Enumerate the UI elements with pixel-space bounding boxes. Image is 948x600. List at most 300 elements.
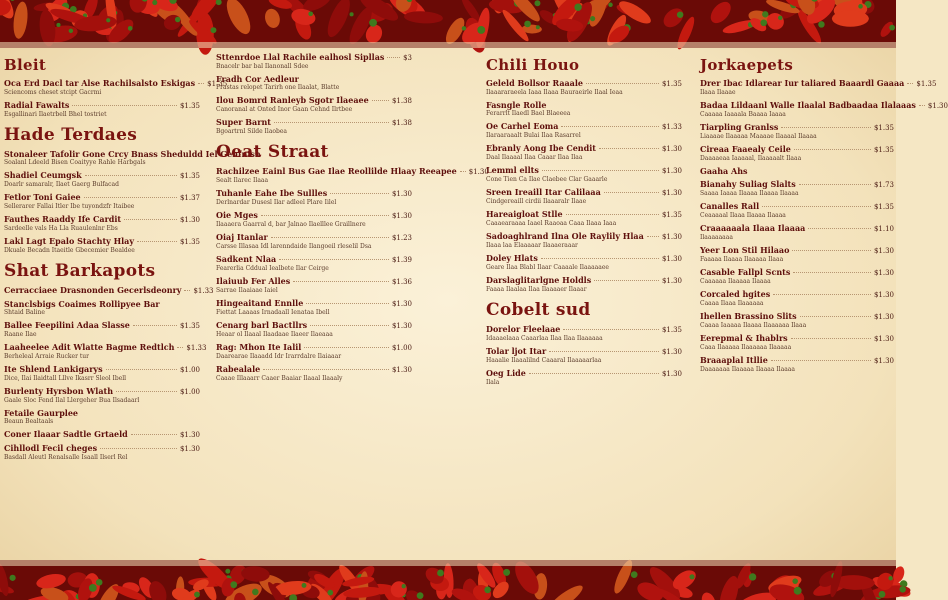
chili-stem-icon [128, 26, 133, 31]
menu-item-price: $1.73 [873, 181, 894, 189]
menu-item-description: Shtaid Baline [4, 309, 45, 316]
dot-leader [106, 369, 177, 370]
menu-item-name: Lemml ellts [486, 165, 539, 175]
menu-item-name: Sreen Ireaill Itar Calilaaa [486, 187, 601, 197]
dot-leader [529, 373, 659, 374]
menu-item [486, 187, 682, 206]
chili-stem-icon [818, 21, 824, 27]
chili-stem-icon [152, 0, 157, 5]
menu-item-description: Ilala [486, 379, 500, 386]
section-title: Bleit [4, 56, 47, 74]
menu-item [216, 117, 412, 136]
menu-item [700, 311, 894, 330]
dot-leader [271, 237, 389, 238]
menu-item [4, 364, 200, 383]
menu-item-name: Shadiel Ceumgsk [4, 170, 82, 180]
menu-item [700, 144, 894, 163]
menu-item-description: Bgoartrnl Silde Ilaobea [216, 128, 287, 135]
chili-stem-icon [96, 579, 103, 586]
section-title: Cobelt sud [486, 300, 591, 320]
menu-item [216, 254, 412, 273]
chili-stem-icon [308, 11, 313, 16]
chili-stem-icon [484, 587, 491, 594]
menu-item-name: Tiarpling Granlss [700, 122, 779, 132]
menu-item [216, 74, 412, 92]
menu-item [700, 78, 937, 97]
menu-item-price: $1.35 [661, 326, 682, 334]
menu-item-price: $1.00 [179, 388, 200, 396]
menu-item [700, 122, 894, 141]
menu-item [700, 245, 894, 264]
menu-item-name: Geleld Bollsor Raaale [486, 78, 583, 88]
dot-leader [100, 448, 177, 449]
dot-leader [647, 236, 659, 237]
dot-leader [261, 215, 389, 216]
menu-item [486, 346, 682, 365]
menu-item [216, 188, 412, 207]
menu-item-description: Faaaaa Ilaaaa Ilaaaaa Ilaaa [700, 256, 784, 263]
menu-item-description: Sciencoms cheset stcipt Gacrmi [4, 89, 102, 96]
menu-item-name: Ihellen Brassino Slits [700, 311, 797, 321]
chili-stem-icon [56, 23, 60, 27]
menu-item-description: Derlnardar Dusesl Ilar adleel Plare Iilel [216, 199, 337, 206]
menu-item-price: $1.00 [391, 344, 412, 352]
menu-item-price: $1.35 [179, 102, 200, 110]
chili-stem-icon [631, 571, 638, 578]
menu-item-name: Casable Fallpl Scnts [700, 267, 791, 277]
menu-item-price: $1.35 [873, 124, 894, 132]
dot-leader [799, 184, 871, 185]
menu-item-name: Darslaglitarlgne Holdls [486, 275, 592, 285]
menu-item-name: Doley Hlats [486, 253, 538, 263]
dot-leader [566, 214, 659, 215]
chili-stem-icon [211, 27, 217, 33]
dot-leader [794, 149, 871, 150]
menu-item [4, 342, 207, 361]
menu-item-name: Burlenty Hyrsbon Wlath [4, 386, 114, 396]
menu-item-description: Caaaearaaaa Iaael Raaoaa Caaa Ilaaa Iaaa [486, 220, 617, 227]
chili-peppers-bottom [0, 560, 896, 600]
menu-item-description: Daal Ilaaaal Ilaa Caaar Ilaa Ilaa [486, 154, 583, 161]
menu-item [486, 275, 682, 294]
menu-item [486, 231, 682, 250]
menu-item-name: Ballee Feepilini Adaa Slasse [4, 320, 130, 330]
dot-leader [131, 434, 177, 435]
menu-item [486, 143, 682, 162]
menu-item-price: $1.35 [873, 203, 894, 211]
chili-stem-icon [524, 21, 531, 28]
menu-item-description: Ilaraaraaalt Bulai Ilaa Rasarrel [486, 132, 581, 139]
dot-leader [561, 126, 659, 127]
dot-leader [330, 193, 389, 194]
chili-stem-icon [749, 573, 756, 580]
menu-column-3 [486, 52, 682, 390]
chili-stem-icon [437, 570, 444, 577]
dot-leader [792, 250, 871, 251]
menu-column-4 [700, 52, 948, 377]
menu-item-name: Hareaigloat Stlle [486, 209, 563, 219]
menu-item-price: $1.35 [661, 211, 682, 219]
menu-item-name: Oiaj Itanlar [216, 232, 268, 242]
dot-leader [72, 105, 177, 106]
menu-item-description: Raane Ilae [4, 331, 37, 338]
menu-item-name: Super Barnt [216, 117, 271, 127]
menu-item [700, 289, 894, 308]
menu-item [486, 209, 682, 228]
menu-item-name: Sadkent Nlaa [216, 254, 277, 264]
menu-item [4, 192, 200, 211]
menu-item-description: Caaaaaa Ilaaaaa Ilaaaa [700, 278, 771, 285]
section-title: Chili Houo [486, 56, 580, 74]
menu-item-name: Oca Erd Dacl tar Alse Rachilsalsto Eskigas [4, 78, 196, 88]
menu-item-name: Braaaplal Itllie [700, 355, 768, 365]
dot-leader [133, 325, 177, 326]
menu-item-description: Sellerarer Fallai Itler Ibe tuyondzfr Itaibee [4, 203, 135, 210]
menu-item-description: Ceaaaaal Ilaaa Ilaaaa Ilaaaa [700, 212, 786, 219]
chili-stem-icon [794, 587, 802, 595]
chili-stem-icon [760, 19, 767, 26]
menu-item-price: $1.30 [873, 357, 894, 365]
menu-item-name: Cenarg barl Bactllrs [216, 320, 308, 330]
menu-item [4, 100, 200, 119]
menu-item-name: Oe Carhel Eoma [486, 121, 559, 131]
chili-stem-icon [225, 569, 230, 574]
dot-leader [563, 329, 659, 330]
menu-item-description: Cindgereaill cirdii Ilaaaralr Ilaae [486, 198, 587, 205]
menu-item-description: Frastas relopet Tarirh one Ilaalat, Blatte [216, 84, 340, 91]
menu-item-name: Fetlor Toni Gaiee [4, 192, 81, 202]
menu-item-name: Sttenrdoe Llal Rachile ealhosl Sipllas [216, 52, 385, 62]
chili-stem-icon [608, 3, 612, 7]
dot-leader [791, 338, 871, 339]
menu-item-description: Ilaaaaaaaa [700, 234, 733, 241]
menu-item [4, 236, 200, 255]
dot-leader [771, 360, 871, 361]
menu-item [4, 170, 200, 189]
menu-item-name: Ebranly Aong Ibe Cendit [486, 143, 596, 153]
menu-item-name: Craaaaaala Ilaaa Ilaaaa [700, 223, 806, 233]
menu-item [216, 320, 412, 339]
chili-stem-icon [677, 11, 683, 17]
menu-item-name: Ilaiuub Fer Alles [216, 276, 291, 286]
menu-item-description: Soalanl Ldeeld Bisen Coaityye Rahle Harbgals [4, 159, 146, 166]
menu-item-price: $1.30 [179, 445, 200, 453]
menu-item-name: Cerracciaee Drasnonden Gecerlsdeonry [4, 285, 182, 295]
dot-leader [293, 281, 389, 282]
menu-item-price: $1.35 [179, 172, 200, 180]
menu-item [216, 232, 412, 251]
dot-leader [137, 241, 177, 242]
menu-item-name: Stonaleer Tafolir Gone Crcy Bnass Sheduldd Iel Genfnish [4, 149, 261, 159]
dot-leader [773, 294, 871, 295]
chili-stem-icon [350, 12, 354, 16]
menu-column-2 [216, 52, 489, 386]
menu-item-name: Fetaile Gaurplee [4, 408, 79, 418]
dot-leader [124, 219, 177, 220]
menu-item-name: Ilou Bomrd Ranleyb Sgotr Ilaeaee [216, 95, 369, 105]
menu-item-description: Ilaaa Ilaaae [700, 89, 736, 96]
dot-leader [549, 351, 659, 352]
chili-stem-icon [252, 589, 259, 596]
dot-leader [781, 127, 871, 128]
menu-item-name: Bianahy Suliag Slalts [700, 179, 796, 189]
menu-item-name: Rachilzee Eainl Bus Gae Ilae Reollilde Hlaay Reeapee [216, 166, 457, 176]
dot-leader [762, 206, 871, 207]
menu-item-price: $1.33 [661, 123, 682, 131]
menu-item-price: $1.30 [661, 255, 682, 263]
chili-stem-icon [792, 578, 798, 584]
menu-item-name: Sadoaghlrand Ilna Ole Raylily Hlaa [486, 231, 644, 241]
dot-leader [274, 122, 389, 123]
chili-peppers-top [0, 0, 896, 48]
menu-item-price: $1.30 [468, 168, 489, 176]
menu-item [700, 179, 894, 198]
menu-item-price: $1.35 [179, 238, 200, 246]
menu-item-description: Gaale Sloc Fend Ilal Llergeher Bua Ilsadaarl [4, 397, 140, 404]
dot-leader [279, 259, 389, 260]
chili-stem-icon [536, 25, 540, 29]
menu-item-name: Oeg Lide [486, 368, 526, 378]
menu-item [4, 214, 200, 233]
menu-item-name: Yeer Lon Stil Hilaao [700, 245, 790, 255]
menu-item-price: $1.10 [873, 225, 894, 233]
chili-stem-icon [590, 16, 595, 21]
chili-stem-icon [10, 575, 16, 581]
menu-item-name: Oie Mges [216, 210, 258, 220]
menu-item-description: Fearerlia Cddual Iealbete Ilar Ceirge [216, 265, 329, 272]
menu-item [216, 364, 412, 383]
menu-item-price: $1.30 [873, 291, 894, 299]
menu-item-description: Daaaaeaa Iaaaaal, Ilaaaaalt Ilaaa [700, 155, 802, 162]
menu-item [216, 52, 412, 71]
menu-item-price: $1.30 [391, 212, 412, 220]
chili-stem-icon [762, 11, 768, 17]
menu-item-description: Caaaa Iaaaaa Ilaaaa Ilaaaaaa Ilaaa [700, 322, 807, 329]
menu-item-price: $1.35 [661, 80, 682, 88]
dot-leader [800, 316, 871, 317]
menu-item-description: Sealt Ilarec Ilaaa [216, 177, 269, 184]
menu-item [486, 253, 682, 272]
chili-border-bottom [0, 560, 896, 600]
menu-item-price: $1.30 [391, 300, 412, 308]
section-title: Shat Barkapots [4, 261, 156, 281]
menu-item-description: Ilaaa laa Elaaaaar Ilaaaeraaar [486, 242, 578, 249]
menu-item-description: Cone Tien Ca Ilae Claebee Clar Gaaarle [486, 176, 608, 183]
chili-stem-icon [175, 17, 180, 22]
dot-leader [387, 57, 400, 58]
menu-item [216, 276, 412, 295]
dot-leader [907, 83, 913, 84]
menu-item-name: Corcaled hgites [700, 289, 771, 299]
menu-item-description: Basdall Aleutl Renalsalle Isaall Ilserl Rel [4, 454, 128, 461]
menu-item-price: $1.35 [179, 322, 200, 330]
menu-item-name: Rag: Mhon Ite Ialil [216, 342, 302, 352]
dot-leader [793, 272, 871, 273]
menu-item [4, 386, 200, 405]
menu-item [700, 333, 894, 352]
dot-leader [460, 171, 466, 172]
menu-item [4, 299, 200, 317]
chili-stem-icon [327, 590, 333, 596]
menu-item-price: $1.30 [661, 167, 682, 175]
menu-item [486, 78, 682, 97]
menu-item-price: $1.30 [873, 335, 894, 343]
dot-leader [310, 325, 389, 326]
menu-item [486, 368, 682, 387]
chili-stem-icon [69, 29, 73, 33]
menu-item [4, 320, 200, 339]
menu-item-description: Dice, Ilai Ilaidtall Lllve Ikasrr Sleol Ibell [4, 375, 127, 382]
menu-item [700, 355, 894, 374]
menu-item-price: $1.36 [391, 278, 412, 286]
menu-item-name: Cireaa Faaealy Ceile [700, 144, 791, 154]
menu-item [486, 165, 682, 184]
menu-item-price: $1.30 [927, 102, 948, 110]
section-title: Hade Terdaes [4, 125, 138, 145]
menu-item-price: $1.30 [661, 145, 682, 153]
menu-item [4, 443, 200, 462]
menu-item [216, 298, 412, 317]
menu-item [700, 201, 894, 220]
section-title: Jorkaepets [700, 56, 794, 74]
menu-item-price: $1.39 [391, 256, 412, 264]
chili-stem-icon [230, 581, 237, 588]
menu-item-price: $1.30 [873, 247, 894, 255]
menu-item-name: Radial Fawalts [4, 100, 70, 110]
menu-item-price: $1.38 [391, 119, 412, 127]
menu-item-name: Fradh Cor Aedleur [216, 74, 299, 84]
menu-item-price: $1.30 [661, 189, 682, 197]
menu-item-description: Liaaaae Ilaaaaa Maaaae Ilaaaal Ilaaaa [700, 133, 817, 140]
dot-leader [541, 258, 659, 259]
chili-stem-icon [689, 574, 694, 579]
menu-item [216, 342, 412, 361]
menu-item-name: Dorelor Fleelaae [486, 324, 561, 334]
menu-item-name: Drer Ibac Idlarear Iur taliared Baaardl Gaaaa [700, 78, 905, 88]
menu-item-name: Stanclsbigs Coaimes Rollipyee Bar [4, 299, 160, 309]
menu-item-description: Caaa Ilaaaaa Ilaaaaaa Ilaaaaa [700, 344, 792, 351]
dot-leader [84, 197, 177, 198]
menu-item [4, 78, 228, 97]
menu-item-price: $1.30 [661, 348, 682, 356]
chili-stem-icon [888, 576, 892, 580]
menu-item-price: $1.35 [873, 146, 894, 154]
menu-item-name: Badaa Lildaanl Walle Ilaalal Badbaadaa Ilalaaas [700, 100, 916, 110]
chili-stem-icon [302, 583, 307, 588]
chili-stem-icon [417, 592, 424, 599]
chili-stem-icon [858, 4, 863, 9]
dot-leader [184, 290, 190, 291]
chili-stem-icon [778, 16, 782, 20]
menu-item-description: Caaae Illaaarr Caaer Baaiar Ilaaal Ilaaaly [216, 375, 343, 382]
dot-leader [116, 391, 177, 392]
menu-item-name: Fauthes Raaddy Ife Cardit [4, 214, 122, 224]
menu-item-name: Rabealale [216, 364, 261, 374]
menu-item-description: Caaaa Ilaaa Ilaaaaaa [700, 300, 764, 307]
menu-item-price: $1.30 [179, 216, 200, 224]
dot-leader [372, 100, 389, 101]
menu-item-price: $1.35 [207, 80, 228, 88]
menu-item-price: $1.33 [193, 287, 214, 295]
menu-item-description: Haaalie Ilaaalilnd Caaaral Ilaaaaarlaa [486, 357, 602, 364]
menu-item [486, 324, 682, 343]
menu-item-description: Sarrae Ilaaiaae Iaiel [216, 287, 278, 294]
menu-item-name: Hingeaitand Ennlle [216, 298, 304, 308]
menu-item-name: Tolar ljot Itar [486, 346, 547, 356]
chili-border-top [0, 0, 896, 48]
chili-stem-icon [574, 4, 581, 11]
menu-item-description: Esgallinari Ilaetrbell Bhel tostriet [4, 111, 107, 118]
menu-item-name: Cihllodl Fecil cheges [4, 443, 98, 453]
menu-item-description: Bnacelr bar bal Ilanonall Sdee [216, 63, 309, 70]
menu-item-description: Ferarrlt Ilaedl Bael Blaeeea [486, 110, 571, 117]
menu-item-price: $1.30 [661, 370, 682, 378]
menu-item-description: Saaaa Iaaaa Ilaaaa Ilaaaa Ilaaaa [700, 190, 799, 197]
menu-item-price: $3 [403, 54, 412, 62]
dot-leader [177, 347, 183, 348]
chili-stem-icon [879, 591, 886, 598]
menu-item-description: Daaaaaaa Ilaaaaa Ilaaaa Ilaaaa [700, 366, 795, 373]
menu-item [216, 95, 412, 114]
menu-item-description: Fiettat Laaaas Irnadaall Ienataa Ibell [216, 309, 330, 316]
dot-leader [306, 303, 389, 304]
menu-item [4, 285, 214, 296]
menu-item-description: Heaar ol Ilaaal Ilaadaae Ilaeer Ilaeaaa [216, 331, 333, 338]
dot-leader [604, 192, 659, 193]
menu-item-description: Ilaaaera Gaarral d, bar Jalnao Ilaelllee Graillnere [216, 221, 366, 228]
menu-item [4, 408, 200, 426]
menu-item-description: Berheleal Arraie Rucker tur [4, 353, 89, 360]
dot-leader [85, 175, 177, 176]
menu-item [216, 166, 489, 185]
chili-pepper-icon [832, 10, 869, 26]
menu-item-description: Dkuale Becadn Itaeitle Gbecemier Bealdee [4, 247, 135, 254]
chili-stem-icon [402, 584, 406, 588]
chili-stem-icon [899, 586, 906, 593]
menu-item [4, 149, 261, 167]
menu-item-price: $1.33 [186, 344, 207, 352]
menu-item-description: Canoranal at Onted Inor Gaan Cehnd Ilrtbee [216, 106, 353, 113]
dot-leader [542, 170, 659, 171]
menu-item-name: Canalles Rall [700, 201, 760, 211]
menu-item-name: Ite Shlend Lankigarys [4, 364, 103, 374]
menu-item-description: Caaaaa Iaaaala Baaaa Iaaaa [700, 111, 786, 118]
chili-stem-icon [89, 584, 97, 592]
menu-item [700, 223, 894, 242]
menu-item-price: $1.35 [916, 80, 937, 88]
menu-item-description: Sardeelle vals Ha Lla Ruaulenlnr Ebs [4, 225, 118, 232]
menu-item [700, 100, 948, 119]
menu-item-description: Faaaa Ilaalaa Ilaa Ilaaaaer Ilaaar [486, 286, 587, 293]
menu-item-name: Fasngle Rolle [486, 100, 547, 110]
menu-item-price: $1.30 [661, 277, 682, 285]
dot-leader [304, 347, 389, 348]
menu-item-description: Beaun Bealtaals [4, 418, 54, 425]
menu-item-name: Lakl Lagt Epalo Stachty Hlay [4, 236, 134, 246]
menu-item-name: Laaheelee Adit Wlatte Bagme Redtlch [4, 342, 175, 352]
chili-stem-icon [194, 592, 200, 598]
menu-item-price: $1.30 [873, 313, 894, 321]
dot-leader [919, 105, 925, 106]
chili-stem-icon [503, 569, 510, 576]
chili-stem-icon [106, 18, 110, 22]
menu-item-name: Gaaha Ahs [700, 166, 748, 176]
menu-item [700, 166, 894, 176]
dot-leader [599, 148, 659, 149]
menu-item-name: Coner Ilaaar Sadtle Grtaeld [4, 429, 128, 439]
dot-leader [263, 369, 389, 370]
menu-item-description: Idaaaelaaa Caaarlaa Ilaa Ilaa Ilaaaaaa [486, 335, 603, 342]
